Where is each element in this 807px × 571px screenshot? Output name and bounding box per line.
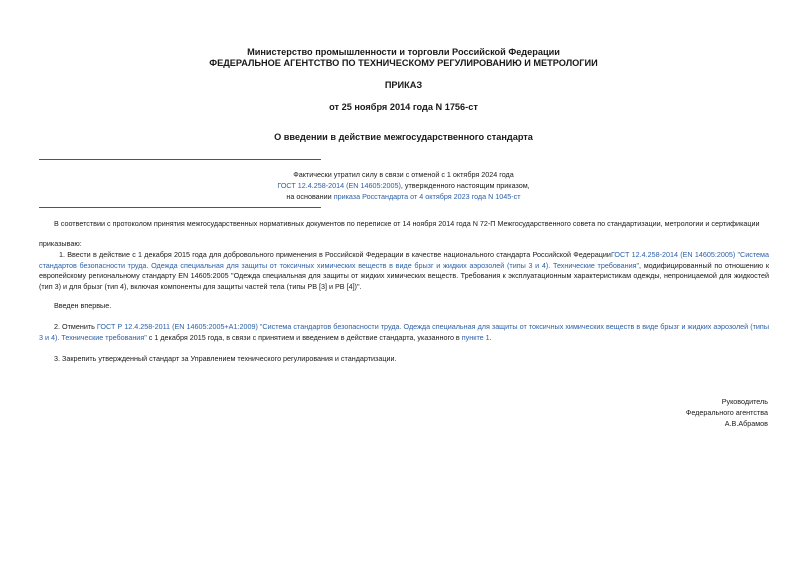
rosstandart-order-link[interactable]: приказа Росстандарта от 4 октября 2023 года N 1045-ст [333,192,521,201]
item-1-reference-link[interactable]: пункте 1 [461,332,490,342]
ministry-name: Министерство промышленности и торговли Российской Федерации [247,47,560,57]
status-note-line3 [0,191,807,202]
first-introduced-note: Введен впервые. [54,301,112,310]
order-date: от 25 ноября 2014 года N 1756-ст [329,102,478,112]
status-note-line3-text: на основании [286,192,334,201]
item-2-text-end: . [489,332,492,342]
status-note-line2 [0,180,807,191]
gost-r-12-4-258-2011-link[interactable]: ГОСТ Р 12.4.258-2011 (EN 14605:2005+A1:2009) "Система стандартов безопасности труда. Одежда специальная для защиты от токсичных химических веществ в виде брызг и жидких аэрозолей (типы 3 и 4). Технические требования" [39,322,769,342]
order-title: О введении в действие межгосударственного стандарта [274,132,533,142]
status-note-line1: Фактически утратил силу в связи с отменой с 1 октября 2024 года [293,170,514,179]
status-note-line2-text: , утвержденного настоящим приказом, [400,181,530,190]
intro-paragraph: В соответствии с протоколом принятия межгосударственных нормативных документов по переписке от 14 ноября 2014 года N 72-П Межгосударственного совета по стандартизации, метрологии и сертификации [54,219,760,228]
item-2-paragraph [39,322,769,343]
item-2-text-mid: с 1 декабря 2015 года, в связи с принятием и введением в действие стандарта, указанного в [146,332,462,342]
signature-name: А.В.Абрамов [724,419,768,428]
item-1-text: 1. Ввести в действие с 1 декабря 2015 года для добровольного применения в Российской Федерации в качестве национального стандарта Российской Федерации [59,250,611,259]
gost-2014-link[interactable]: ГОСТ 12.4.258-2014 (EN 14605:2005) [277,181,401,190]
signature-position: Руководитель [721,397,768,406]
divider-top [39,159,321,160]
divider-bottom [39,207,321,208]
order-heading: ПРИКАЗ [384,80,423,90]
gost-12-4-258-2014-link[interactable]: ГОСТ 12.4.258-2014 (EN 14605:2005) "Система стандартов безопасности труда. Одежда специальная для защиты от токсичных химических веществ в виде брызг и жидких аэрозолей (типы 3 и 4). Технические требования" [39,250,769,270]
agency-name: ФЕДЕРАЛЬНОЕ АГЕНТСТВО ПО ТЕХНИЧЕСКОМУ РЕГУЛИРОВАНИЮ И МЕТРОЛОГИИ [209,58,598,68]
order-word: приказываю: [39,239,82,248]
signature-organization: Федерального агентства [685,408,768,417]
item-2-text: 2. Отменить [54,322,97,331]
item-1-text-end: , модифицированный по отношению к европейскому региональному стандарту EN 14605:2005 "Одежда специальная для защиты от жидких химических веществ. Требования к эксплуатационным характеристикам одежды, непроницаемой для жидкостей (тип 3) и для брызг (тип 4), включая компоненты для защиты частей тела (типы PB [3] и PB [4])". [39,260,770,291]
item-3-paragraph: 3. Закрепить утвержденный стандарт за Управлением технического регулирования и стандартизации. [54,354,397,363]
item-1-paragraph [39,250,769,292]
